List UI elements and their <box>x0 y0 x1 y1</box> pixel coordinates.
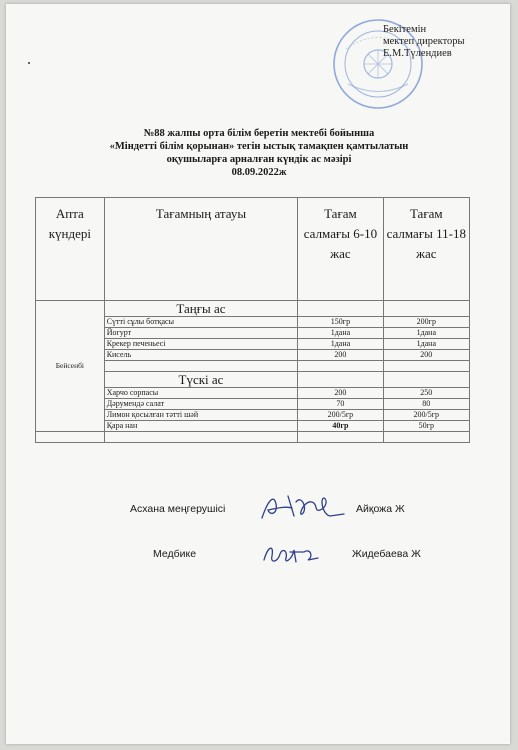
header-week-days: Апта күндері <box>36 198 105 301</box>
weight-11-18: 200 <box>383 350 469 361</box>
weight-11-18: 200/5гр <box>383 410 469 421</box>
weight-6-10: 70 <box>298 399 383 410</box>
lunch-label: Түскі ас <box>104 372 298 388</box>
document-title <box>0 127 518 179</box>
weight-11-18: 1дана <box>383 328 469 339</box>
ink-dot <box>28 62 30 64</box>
approval-line1: Бекітемін <box>383 24 427 35</box>
header-weight-6-10: Тағам салмағы 6-10 жас <box>298 198 383 301</box>
cook-name: Айқожа Ж <box>356 503 405 515</box>
dish-name: Қара нан <box>104 421 298 432</box>
nurse-title: Медбике <box>153 548 197 560</box>
weight-11-18: 50гр <box>383 421 469 432</box>
title-line2: «Міндетті білім қорынан» тегін ыстық тамақпен қамтылатын <box>109 141 409 152</box>
weight-6-10: 200 <box>298 388 383 399</box>
empty-row <box>36 432 470 443</box>
approval-line2: мектеп директоры <box>383 36 465 47</box>
weight-11-18: 1дана <box>383 339 469 350</box>
weight-6-10: 1дана <box>298 328 383 339</box>
weight-6-10: 1дана <box>298 339 383 350</box>
dish-name: Сүтті сұлы ботқасы <box>104 317 298 328</box>
title-line1: №88 жалпы орта білім беретін мектебі бойынша <box>143 128 375 139</box>
weight-6-10: 150гр <box>298 317 383 328</box>
dish-name: Крекер печеньесі <box>104 339 298 350</box>
weight-6-10: 40гр <box>298 421 383 432</box>
title-date: 08.09.2022ж <box>231 167 287 178</box>
dish-name: Йогурт <box>104 328 298 339</box>
approval-line3: Е.М.Түлендиев <box>383 48 452 59</box>
breakfast-label: Таңғы ас <box>104 301 298 317</box>
header-dish-name: Тағамның атауы <box>104 198 298 301</box>
menu-table <box>35 197 470 443</box>
dish-name: Лимон қосылған тәтті шәй <box>104 410 298 421</box>
weight-6-10: 200 <box>298 350 383 361</box>
header-weight-11-18: Тағам салмағы 11-18 жас <box>383 198 469 301</box>
cook-signature-image <box>258 490 348 524</box>
dish-name: Кисель <box>104 350 298 361</box>
nurse-signature-image <box>260 538 322 568</box>
dish-name: Дәрумендә салат <box>104 399 298 410</box>
approval-block <box>383 24 465 60</box>
nurse-name: Жидебаева Ж <box>352 548 421 560</box>
weight-11-18: 80 <box>383 399 469 410</box>
weight-11-18: 200гр <box>383 317 469 328</box>
table-header-row <box>36 198 470 301</box>
weight-11-18: 250 <box>383 388 469 399</box>
cook-title: Асхана меңгерушісі <box>130 503 226 515</box>
day-cell: Бейсенбі <box>36 301 105 432</box>
title-line3: оқушыларға арналған күндік ас мәзірі <box>166 154 352 165</box>
breakfast-header-row <box>36 301 470 317</box>
dish-name: Харчо сорпасы <box>104 388 298 399</box>
weight-6-10: 200/5гр <box>298 410 383 421</box>
